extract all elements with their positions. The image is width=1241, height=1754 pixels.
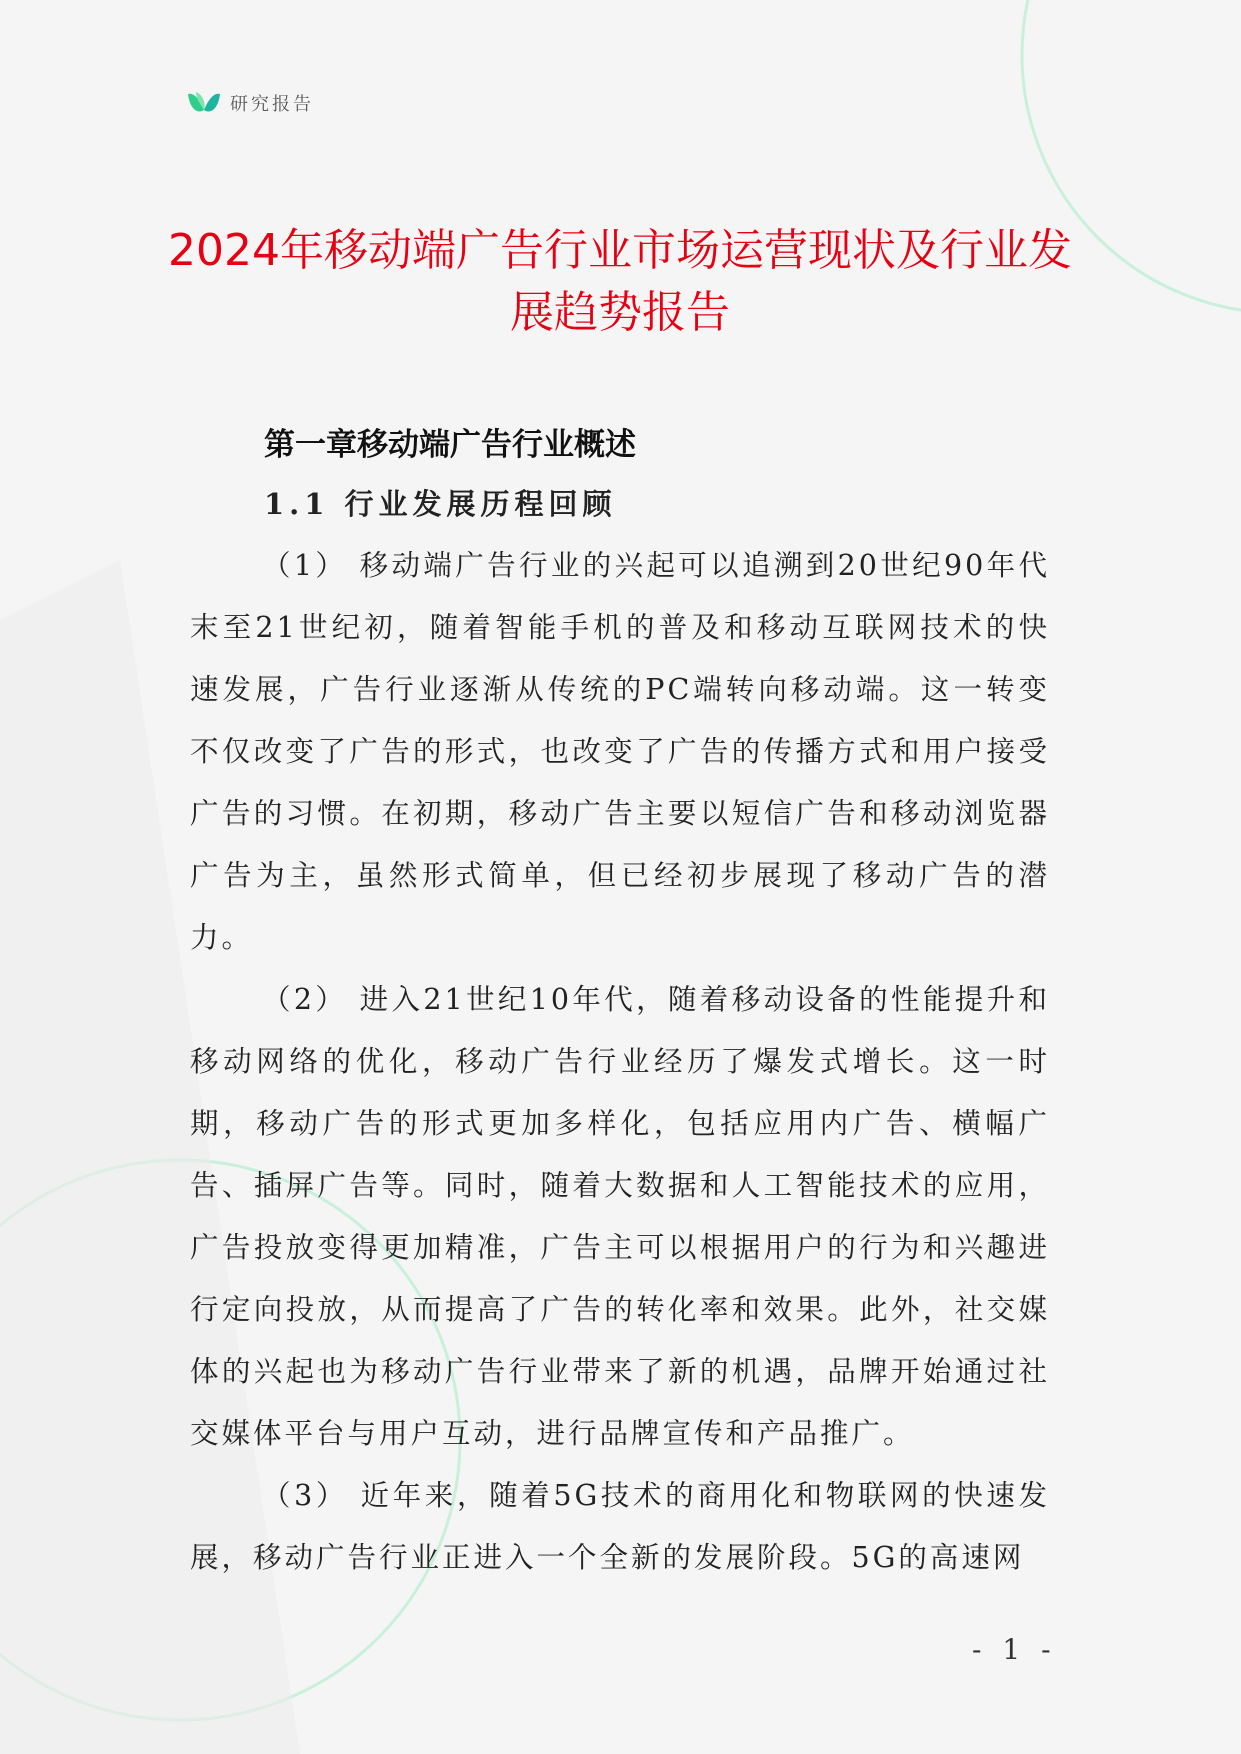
body-text	[190, 535, 1050, 1589]
paragraph-1: （1） 移动端广告行业的兴起可以追溯到20世纪90年代末至21世纪初，随着智能手机的普及和移动互联网技术的快速发展，广告行业逐渐从传统的PC端转向移动端。这一转变不仅改变了广告的形式，也改变了广告的传播方式和用户接受广告的习惯。在初期，移动广告主要以短信广告和移动浏览器广告为主，虽然形式简单，但已经初步展现了移动广告的潜力。	[190, 549, 1050, 954]
page-number: - 1 -	[972, 1633, 1057, 1666]
section-heading: 1.1 行业发展历程回顾	[264, 487, 617, 521]
page-title: 2024年移动端广告行业市场运营现状及行业发展趋势报告	[168, 225, 1072, 338]
green-leaf-logo-icon	[186, 88, 222, 118]
chapter-heading: 第一章移动端广告行业概述	[264, 427, 636, 463]
header-label: 研究报告	[230, 94, 314, 115]
paragraph-3: （3） 近年来，随着5G技术的商用化和物联网的快速发展，移动广告行业正进入一个全新的发展阶段。5G的高速网	[190, 1479, 1050, 1574]
paragraph-2: （2） 进入21世纪10年代，随着移动设备的性能提升和移动网络的优化，移动广告行业经历了爆发式增长。这一时期，移动广告的形式更加多样化，包括应用内广告、横幅广告、插屏广告等。同时，随着大数据和人工智能技术的应用，广告投放变得更加精准，广告主可以根据用户的行为和兴趣进行定向投放，从而提高了广告的转化率和效果。此外，社交媒体的兴起也为移动广告行业带来了新的机遇，品牌开始通过社交媒体平台与用户互动，进行品牌宣传和产品推广。	[190, 983, 1050, 1450]
document-header	[186, 88, 314, 118]
